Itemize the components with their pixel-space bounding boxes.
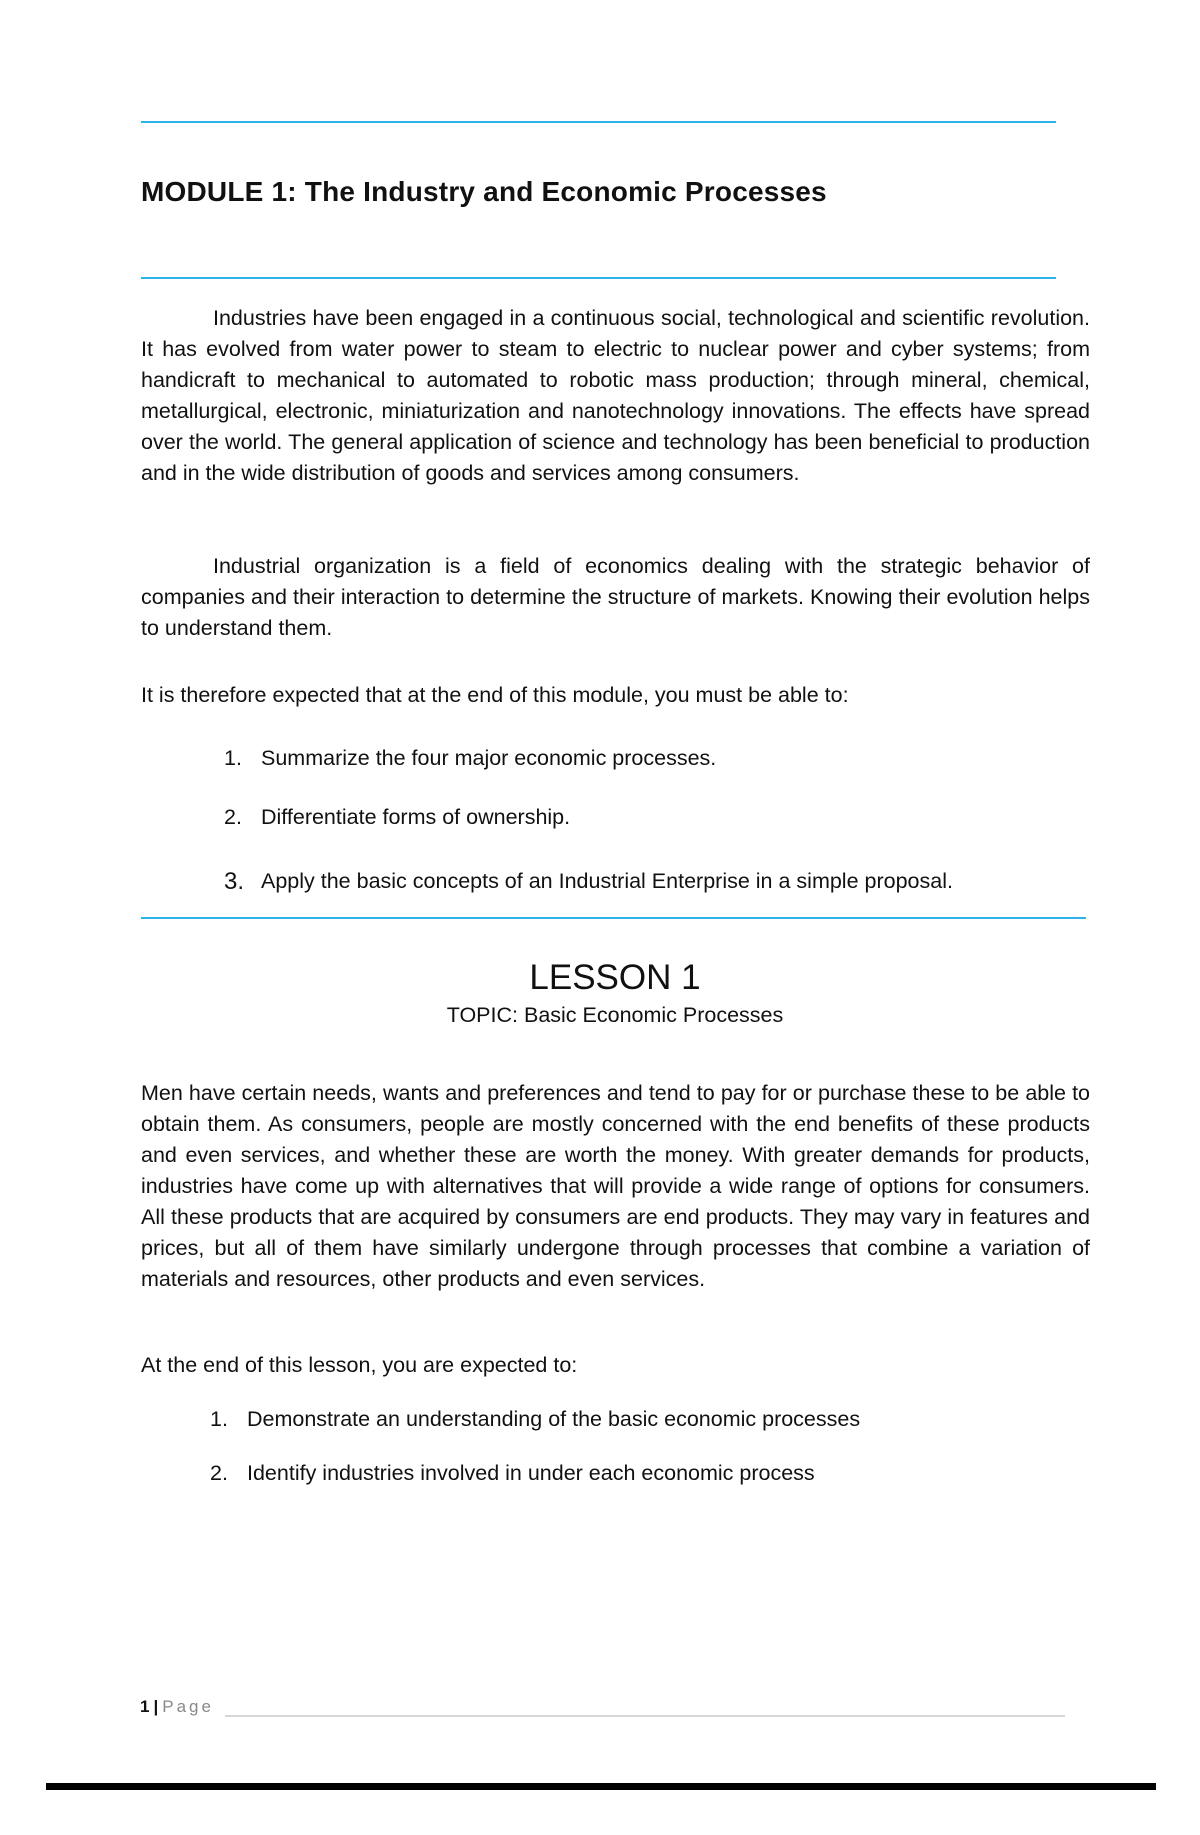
list-item-text: Apply the basic concepts of an Industrial Enterprise in a simple proposal.: [261, 869, 953, 893]
page-footer: [140, 1697, 214, 1717]
list-item-text: Identify industries involved in under each economic process: [247, 1461, 815, 1485]
lesson-paragraph: Men have certain needs, wants and preferences and tend to pay for or purchase these to be able to obtain them. As consumers, people are mostly concerned with the end benefits of these products and even services, and whether these are worth the money. With greater demands for products, industries have come up with alternatives that will provide a wide range of options for consumers. All these products that are acquired by consumers are end products. They may vary in features and prices, but all of them have similarly undergone through processes that combine a variation of materials and resources, other products and even services.: [141, 1081, 1090, 1291]
list-number: 1.: [210, 1407, 228, 1431]
module-objective-1: [224, 743, 716, 774]
page-number: 1: [140, 1697, 150, 1716]
module-objectives-intro: It is therefore expected that at the end of this module, you must be able to:: [141, 683, 849, 707]
lesson-topic: TOPIC: Basic Economic Processes: [446, 1003, 784, 1027]
list-number: 2.: [210, 1461, 228, 1485]
list-number: 2.: [224, 805, 242, 829]
bottom-bar: [46, 1783, 1156, 1790]
footer-separator: |: [153, 1697, 159, 1716]
top-rule: [141, 121, 1056, 123]
list-item-text: Demonstrate an understanding of the basic economic processes: [247, 1407, 861, 1431]
objectives-rule: [141, 917, 1086, 919]
footer-rule: [225, 1715, 1065, 1717]
list-number: 3.: [224, 868, 245, 895]
module-title: MODULE 1: The Industry and Economic Processes: [141, 176, 827, 207]
title-rule: [141, 277, 1056, 279]
lesson-objective-1: [210, 1404, 860, 1435]
page-label: Page: [162, 1697, 214, 1716]
list-item-text: Summarize the four major economic processes.: [261, 746, 717, 770]
module-paragraph-2: Industrial organization is a field of economics dealing with the strategic behavior of companies and their interaction to determine the structure of markets. Knowing their evolution helps to understand them.: [141, 554, 1090, 640]
list-number: 1.: [224, 746, 242, 770]
module-objective-2: [224, 802, 570, 833]
lesson-title: LESSON 1: [529, 958, 701, 997]
list-item-text: Differentiate forms of ownership.: [261, 805, 571, 829]
lesson-objectives-intro: At the end of this lesson, you are expected to:: [141, 1353, 578, 1377]
lesson-objective-2: [210, 1458, 815, 1489]
module-objective-3: [224, 866, 953, 897]
module-paragraph-1: Industries have been engaged in a continuous social, technological and scientific revolution. It has evolved from water power to steam to electric to nuclear power and cyber systems; from handicraft to mechanical to automated to robotic mass production; through mineral, chemical, metallurgical, electronic, miniaturization and nanotechnology innovations. The effects have spread over the world. The general application of science and technology has been beneficial to production and in the wide distribution of goods and services among consumers.: [141, 306, 1090, 485]
